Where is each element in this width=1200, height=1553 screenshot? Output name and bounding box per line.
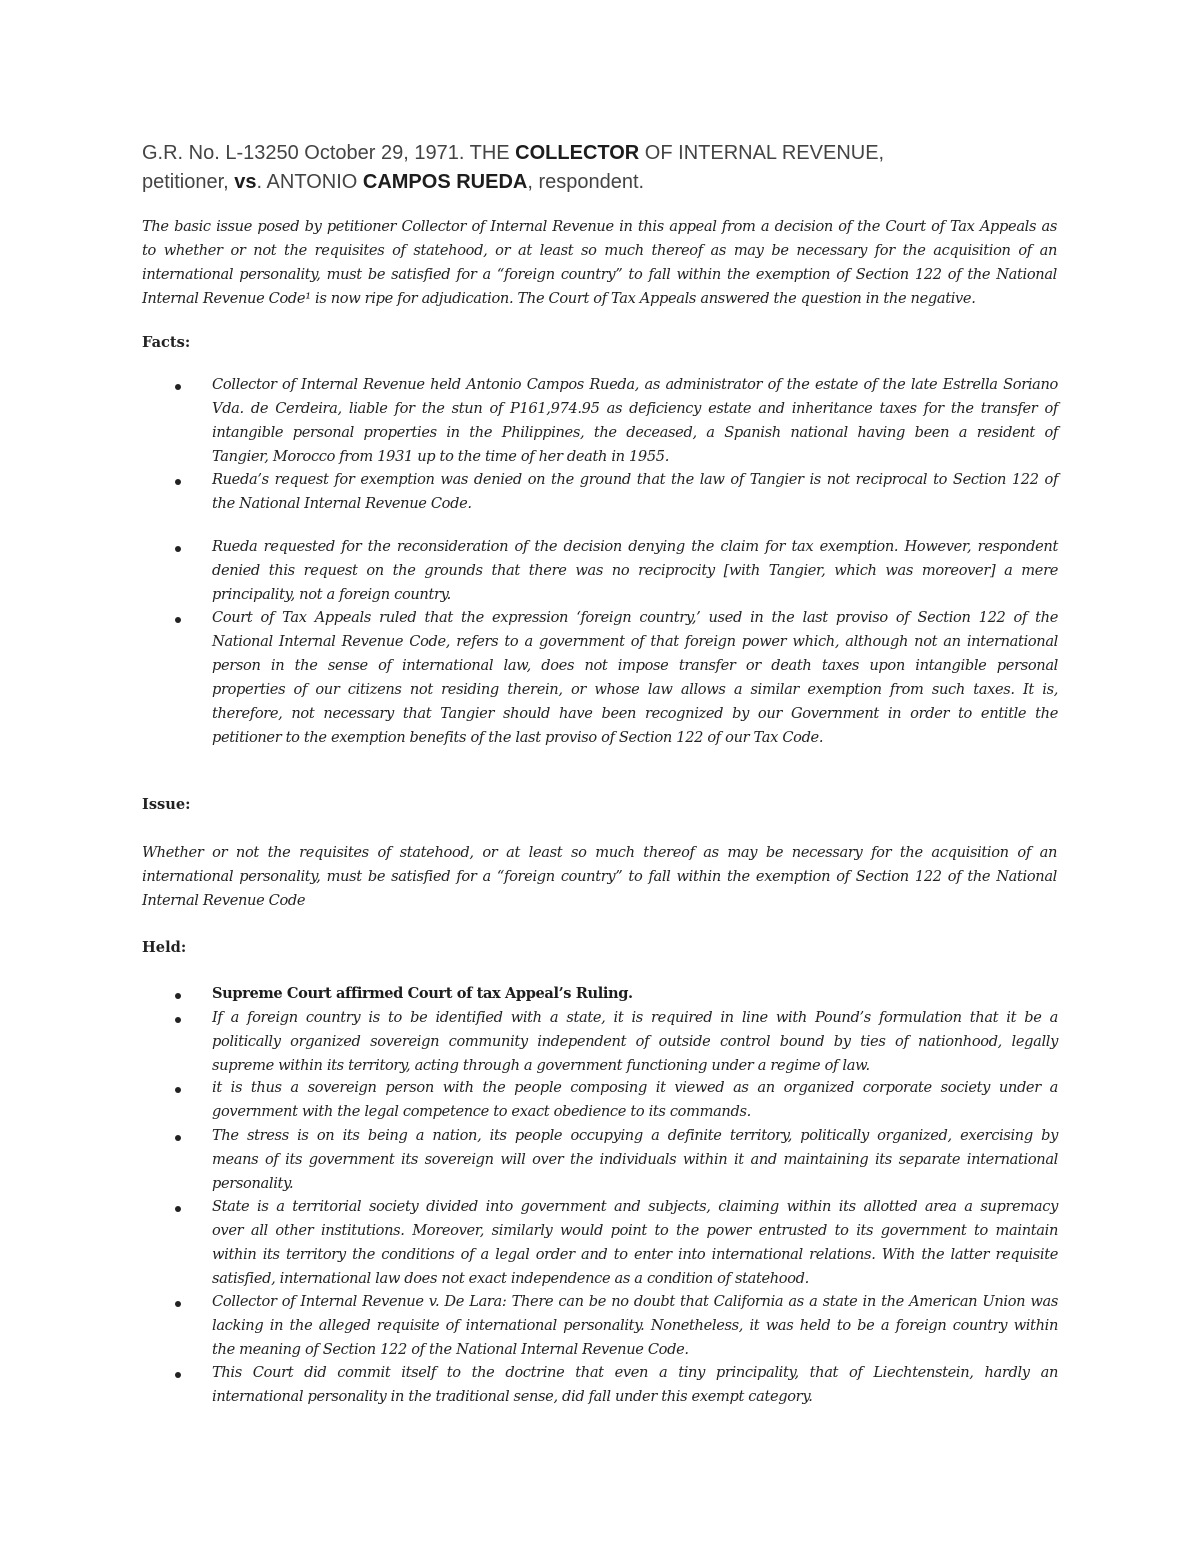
title-text: . ANTONIO xyxy=(256,171,363,193)
held-item-line: The stress is on its being a nation, its people occupying a definite territory, politically organized, exercising by xyxy=(212,1127,1058,1144)
facts-item-line: Vda. de Cerdeira, liable for the stun of P161,974.95 as deficiency estate and inheritance taxes for the transfer of xyxy=(212,400,1058,417)
facts-item-line: petitioner to the exemption benefits of the last proviso of Section 122 of our Tax Code. xyxy=(212,729,824,746)
held-item-line: supreme within its territory, acting through a government functioning under a regime of law. xyxy=(212,1057,870,1074)
case-title-line-1 xyxy=(142,142,884,165)
facts-item-line: National Internal Revenue Code, refers to a government of that foreign power which, although not an international xyxy=(212,633,1058,650)
issue-line: international personality, must be satisfied for a “foreign country” to fall within the exemption of Section 122 of the National xyxy=(142,868,1057,885)
title-text: G.R. No. L-13250 October 29, 1971. THE xyxy=(142,142,516,164)
held-item-line: State is a territorial society divided into government and subjects, claiming within its allotted area a supremacy xyxy=(212,1198,1058,1215)
title-bold: vs xyxy=(234,171,257,193)
facts-item-line: Rueda requested for the reconsideration of the decision denying the claim for tax exemption. However, respondent xyxy=(212,538,1058,555)
held-item-line: This Court did commit itself to the doctrine that even a tiny principality, that of Liechtenstein, hardly an xyxy=(212,1364,1058,1381)
held-item-line: the meaning of Section 122 of the National Internal Revenue Code. xyxy=(212,1341,689,1358)
issue-line: Internal Revenue Code xyxy=(142,892,306,909)
case-title-line-2 xyxy=(142,171,644,194)
held-item-line: over all other institutions. Moreover, similarly would point to the power entrusted to its government to maintain xyxy=(212,1222,1058,1239)
bullet-icon xyxy=(175,1135,181,1141)
bullet-icon xyxy=(175,1087,181,1093)
facts-item-line: Tangier, Morocco from 1931 up to the time of her death in 1955. xyxy=(212,448,670,465)
bullet-icon xyxy=(175,546,181,552)
held-item-line: lacking in the alleged requisite of international personality. Nonetheless, it was held to be a foreign country within xyxy=(212,1317,1058,1334)
bullet-icon xyxy=(175,617,181,623)
bullet-icon xyxy=(175,384,181,390)
title-bold: COLLECTOR xyxy=(515,142,640,164)
bullet-icon xyxy=(175,1206,181,1212)
title-text: petitioner, xyxy=(142,171,235,193)
facts-item-line: principality, not a foreign country. xyxy=(212,586,451,603)
title-text: OF INTERNAL REVENUE, xyxy=(639,142,885,164)
title-bold: CAMPOS RUEDA xyxy=(362,171,528,193)
held-item-line: politically organized sovereign community independent of outside control bound by ties of nationhood, legally xyxy=(212,1033,1058,1050)
held-item-line: Collector of Internal Revenue v. De Lara: There can be no doubt that California as a state in the American Union was xyxy=(212,1293,1058,1310)
held-item-line: within its territory the conditions of a legal order and to enter into international relations. With the latter requisite xyxy=(212,1246,1058,1263)
facts-item-line: therefore, not necessary that Tangier should have been recognized by our Government in order to entitle the xyxy=(212,705,1058,722)
held-item-line: If a foreign country is to be identified with a state, it is required in line with Pound’s formulation that it be a xyxy=(212,1009,1058,1026)
held-item-line: means of its government its sovereign will over the individuals within it and maintaining its separate international xyxy=(212,1151,1058,1168)
facts-item-line: properties of our citizens not residing therein, or whose law allows a similar exemption from such taxes. It is, xyxy=(212,681,1058,698)
held-item-line: personality. xyxy=(212,1175,294,1192)
intro-line: The basic issue posed by petitioner Collector of Internal Revenue in this appeal from a decision of the Court of Tax Appeals as xyxy=(142,218,1057,235)
facts-item-line: Rueda’s request for exemption was denied on the ground that the law of Tangier is not reciprocal to Section 122 of xyxy=(212,471,1058,488)
held-item-line: it is thus a sovereign person with the people composing it viewed as an organized corporate society under a xyxy=(212,1079,1058,1096)
held-item-line: government with the legal competence to exact obedience to its commands. xyxy=(212,1103,751,1120)
bullet-icon xyxy=(175,1301,181,1307)
intro-line: international personality, must be satisfied for a “foreign country” to fall within the exemption of Section 122 of the National xyxy=(142,266,1057,283)
bullet-icon xyxy=(175,993,181,999)
facts-item-line: intangible personal properties in the Philippines, the deceased, a Spanish national having been a resident of xyxy=(212,424,1058,441)
facts-item-line: denied this request on the grounds that there was no reciprocity [with Tangier, which was moreover] a mere xyxy=(212,562,1058,579)
held-item-line: satisfied, international law does not exact independence as a condition of statehood. xyxy=(212,1270,809,1287)
bullet-icon xyxy=(175,479,181,485)
facts-item-line: Collector of Internal Revenue held Antonio Campos Rueda, as administrator of the estate of the late Estrella Soriano xyxy=(212,376,1058,393)
issue-line: Whether or not the requisites of statehood, or at least so much thereof as may be necessary for the acquisition of an xyxy=(142,844,1057,861)
facts-item-line: person in the sense of international law, does not impose transfer or death taxes upon intangible personal xyxy=(212,657,1058,674)
intro-line: Internal Revenue Code¹ is now ripe for adjudication. The Court of Tax Appeals answered the question in the negative. xyxy=(142,290,976,307)
issue-heading: Issue: xyxy=(142,796,191,813)
title-text: , respondent. xyxy=(527,171,645,193)
bullet-icon xyxy=(175,1372,181,1378)
facts-item-line: Court of Tax Appeals ruled that the expression ‘foreign country,’ used in the last proviso of Section 122 of the xyxy=(212,609,1058,626)
facts-heading: Facts: xyxy=(142,334,191,351)
held-ruling: Supreme Court affirmed Court of tax Appeal’s Ruling. xyxy=(212,985,633,1002)
intro-line: to whether or not the requisites of statehood, or at least so much thereof as may be necessary for the acquisition of an xyxy=(142,242,1057,259)
held-item-line: international personality in the traditional sense, did fall under this exempt category. xyxy=(212,1388,813,1405)
bullet-icon xyxy=(175,1017,181,1023)
facts-item-line: the National Internal Revenue Code. xyxy=(212,495,472,512)
held-heading: Held: xyxy=(142,939,187,956)
